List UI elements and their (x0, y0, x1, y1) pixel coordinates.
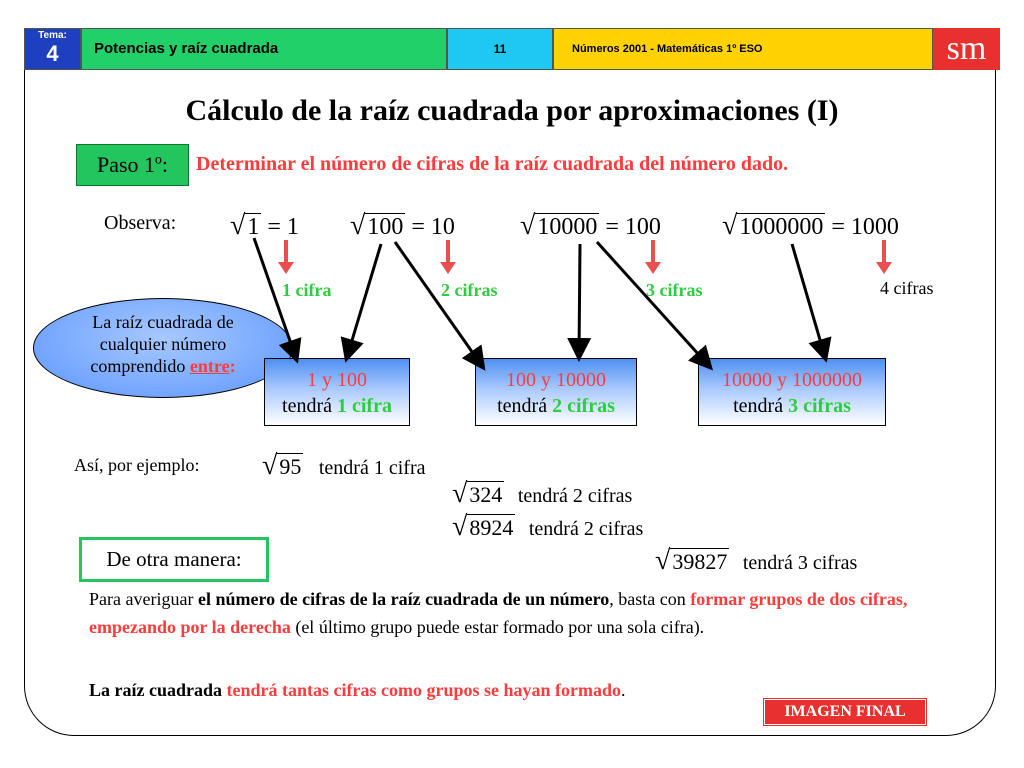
page-title: Cálculo de la raíz cuadrada por aproximaciones (I) (185, 94, 839, 127)
conclusion-paragraph (89, 676, 849, 704)
range-prefix: tendrá (733, 395, 784, 417)
example-text: tendrá 2 cifras (517, 485, 633, 507)
final-image-button[interactable]: IMAGEN FINAL (764, 699, 926, 725)
sqrt-example-1: √1 = 1 (230, 210, 299, 241)
range-digits: 1 cifra (337, 395, 392, 417)
tema-number: 4 (46, 41, 59, 66)
p2-c: . (620, 680, 626, 700)
connector-arrow (254, 238, 296, 358)
example-sqrt-39827 (655, 545, 857, 577)
example-text: tendrá 3 cifras (742, 552, 858, 574)
other-way-box (79, 537, 269, 582)
sqrt-symbol: √ (655, 545, 671, 576)
sqrt-symbol: √ (722, 210, 738, 241)
connector-arrow (792, 244, 825, 357)
sqrt-symbol: √ (350, 210, 366, 241)
p1-b: el número de cifras de la raíz cuadrada de un número (197, 589, 610, 609)
result: 1000 (850, 214, 899, 240)
p1-a: Para averiguar (89, 589, 198, 609)
radicand: 1 (247, 214, 260, 240)
example-text: tendrá 2 cifras (528, 518, 644, 540)
example-sqrt-324 (452, 478, 632, 510)
p1-d: formar grupos de dos cifras, empezando por la derecha (89, 589, 908, 637)
bubble-text: La raíz cuadrada de cualquier número comprendido (90, 312, 234, 376)
step-text: Determinar el número de cifras de la raíz cuadrada del número dado. (196, 153, 789, 175)
bubble-colon: : (229, 356, 236, 376)
result: 10 (430, 214, 455, 240)
sqrt-example-3: √10000 = 100 (520, 210, 661, 241)
p1-c: , basta con (609, 589, 691, 609)
sm-logo-text: sm (946, 30, 987, 67)
p1-e: (el último grupo puede estar formado por una sola cifra). (290, 617, 705, 637)
range-digits: 3 cifras (788, 395, 851, 417)
radicand: 100 (367, 214, 404, 240)
observe-label: Observa: (104, 212, 177, 234)
radicand: 324 (469, 482, 503, 507)
range-text: 10000 y 1000000 (722, 369, 862, 391)
connector-arrow (395, 242, 482, 366)
digits-label-3: 3 cifras (646, 280, 703, 300)
other-way-label: De otra manera: (106, 547, 242, 571)
sqrt-symbol: √ (262, 450, 278, 481)
radicand: 39827 (672, 549, 728, 574)
radicand: 95 (279, 454, 302, 479)
tema-label: Tema: (38, 30, 67, 41)
example-sqrt-95 (262, 450, 425, 482)
range-prefix: tendrá (282, 395, 332, 417)
p2-a: La raíz cuadrada (89, 680, 227, 700)
examples-label: Así, por ejemplo: (74, 455, 200, 475)
range-text: 1 y 100 (307, 369, 367, 391)
digits-label-4: 4 cifras (880, 278, 934, 298)
radicand: 10000 (537, 214, 598, 240)
example-sqrt-8924 (452, 511, 643, 543)
radicand: 1000000 (739, 214, 824, 240)
bubble-emph: entre (189, 356, 230, 376)
sqrt-example-2: √100 = 10 (350, 210, 455, 241)
range-prefix: tendrá (497, 395, 548, 417)
connector-arrow (579, 244, 580, 356)
digits-label-2: 2 cifras (441, 280, 498, 300)
sqrt-symbol: √ (520, 210, 536, 241)
example-text: tendrá 1 cifra (318, 457, 426, 479)
result: 1 (286, 214, 299, 240)
radicand: 8924 (469, 515, 514, 540)
connector-arrow (347, 244, 381, 357)
book-title-text: Números 2001 - Matemáticas 1º ESO (572, 43, 763, 55)
page-number-text: 11 (493, 42, 507, 56)
p2-b: tendrá tantas cifras como grupos se hayan formado (226, 680, 621, 700)
range-digits: 2 cifras (552, 395, 615, 417)
sqrt-symbol: √ (452, 511, 468, 542)
range-text: 100 y 10000 (506, 369, 606, 391)
explanation-paragraph (89, 585, 939, 641)
connector-arrow (597, 242, 709, 366)
sqrt-example-4: √1000000 = 1000 (722, 210, 899, 241)
step-label: Paso 1º: (97, 152, 168, 177)
topic-text: Potencias y raíz cuadrada (94, 40, 279, 57)
digits-label-1: 1 cifra (282, 280, 332, 300)
sqrt-symbol: √ (452, 478, 468, 509)
sqrt-symbol: √ (230, 210, 246, 241)
result: 100 (624, 214, 661, 240)
